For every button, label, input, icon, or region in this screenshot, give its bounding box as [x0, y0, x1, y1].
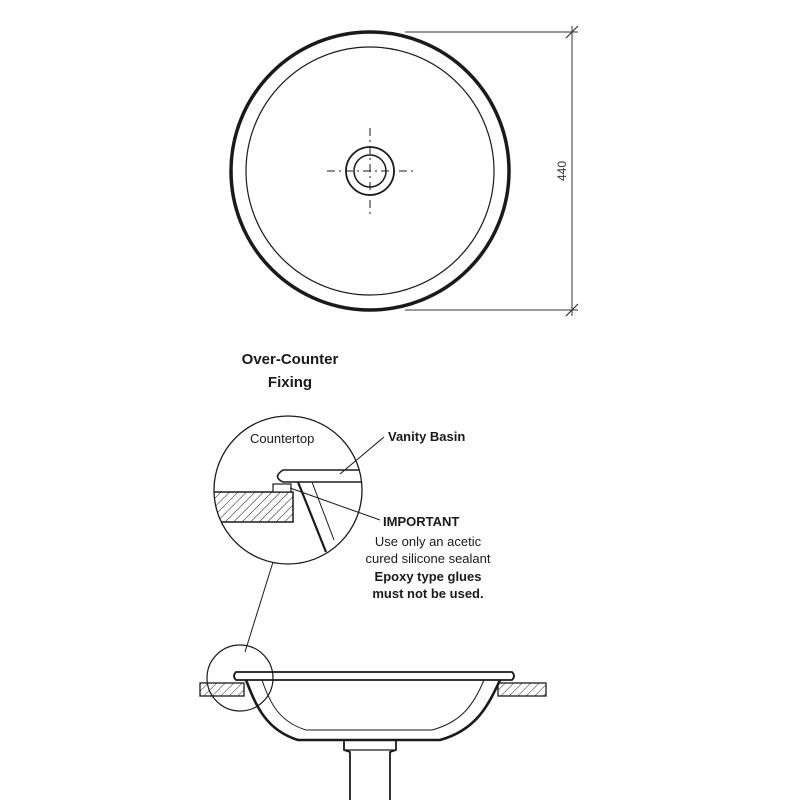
leader-vanity-basin — [340, 437, 384, 474]
note-line2: cured silicone sealant — [365, 551, 491, 566]
basin-wall-inner-detail — [312, 482, 334, 540]
basin-section-view — [200, 645, 546, 800]
leader-important — [290, 488, 380, 520]
vanity-basin-label: Vanity Basin — [388, 429, 466, 444]
warning-line2: must not be used. — [372, 586, 484, 601]
countertop-left — [200, 683, 244, 696]
note-line1: Use only an acetic — [374, 534, 482, 549]
countertop-label: Countertop — [250, 431, 315, 446]
countertop-right — [498, 683, 546, 696]
dimension-label: 440 — [555, 160, 569, 182]
dimension-440 — [405, 26, 578, 316]
basin-bowl-inner — [262, 680, 484, 730]
countertop-hatch-detail — [205, 492, 293, 522]
basin-rim-section — [234, 672, 514, 680]
basin-bowl-outer — [246, 680, 500, 740]
section-title-line1: Over-Counter — [241, 351, 339, 368]
important-label: IMPORTANT — [383, 514, 460, 529]
basin-rim-detail — [278, 470, 365, 482]
leader-magnifier-connector — [245, 562, 273, 652]
basin-plan-view — [231, 32, 509, 310]
warning-line1: Epoxy type glues — [374, 569, 482, 584]
waste-outlet — [344, 740, 396, 800]
section-title-line2: Fixing — [267, 374, 313, 391]
sealant-bead-detail — [273, 484, 291, 492]
